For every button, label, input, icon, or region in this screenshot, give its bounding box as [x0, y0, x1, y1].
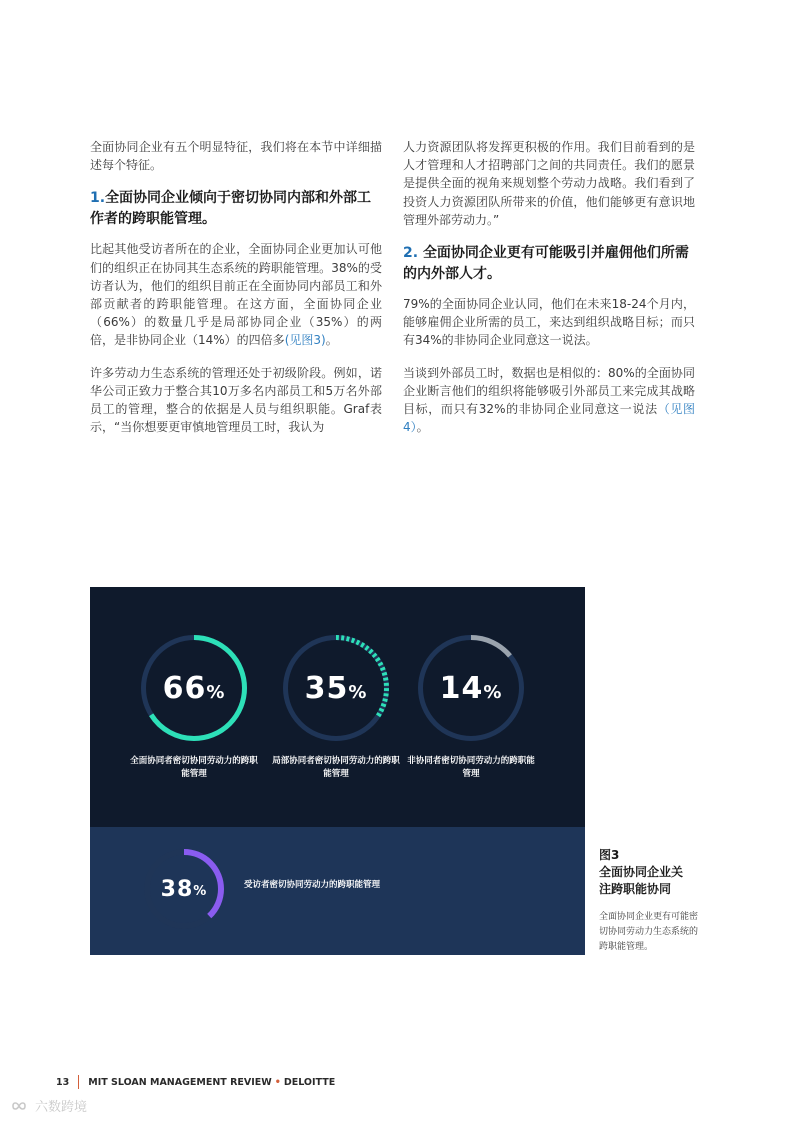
ring-caption: 非协同者密切协同劳动力的跨职能管理 [407, 756, 535, 779]
ring-chart-partial [282, 634, 390, 742]
ring-value: 38 % [160, 876, 208, 902]
heading-text: 全面协同企业倾向于密切协同内部和外部工作者的跨职能管理。 [90, 190, 372, 228]
infinity-logo-icon [8, 1099, 30, 1113]
body-paragraph [403, 364, 695, 437]
figure-title: 全面协同企业关注跨职能协同 [599, 865, 684, 896]
left-column [90, 138, 382, 450]
heading-number: 2. [403, 245, 419, 262]
footer-divider [78, 1075, 79, 1089]
body-paragraph: 人力资源团队将发挥更积极的作用。我们目前看到的是人才管理和人才招聘部门之间的共同责任。我们的愿景是提供全面的视角来规划整个劳动力战略。我们看到了投资人力资源团队所带来的价值，他们能够更有意识地管理外部劳动力。” [403, 140, 695, 227]
page-footer [56, 1075, 335, 1089]
ring-chart-none [417, 634, 525, 742]
body-paragraph [90, 240, 382, 349]
ring-caption: 受访者密切协同劳动力的跨职能管理 [244, 880, 381, 890]
figure-description: 全面协同企业更有可能密切协同劳动力生态系统的跨职能管理。 [599, 912, 699, 952]
figure-label: 图3 [599, 848, 620, 862]
watermark-text: 六数跨境 [35, 1100, 88, 1115]
ring-chart-overall [143, 848, 225, 930]
paragraph-text: 当谈到外部员工时，数据也是相似的：80%的全面协同企业断言他们的组织将能够吸引外部员工来完成其战略目标，而只有32%的非协同企业同意这一说法 [403, 365, 695, 417]
figure-top-panel [90, 587, 585, 827]
partner-name: DELOITTE [283, 1076, 336, 1088]
ring-caption: 局部协同者密切协同劳动力的跨职能管理 [272, 756, 400, 779]
ring-chart-full [140, 634, 248, 742]
footer-dot: • [274, 1076, 281, 1088]
paragraph-end: 。 [416, 420, 429, 435]
page-number: 13 [56, 1076, 70, 1088]
watermark [8, 1096, 87, 1115]
section-heading-1 [90, 188, 382, 230]
figure-3 [90, 587, 585, 955]
body-paragraph: 许多劳动力生态系统的管理还处于初级阶段。例如，诺华公司正致力于整合其10万多名内部员工和5万名外部员工的管理，整合的依据是人员与组织职能。Graf表示，“当你想要更审慎地管理员工时，我认为 [90, 365, 382, 435]
paragraph-text: 比起其他受访者所在的企业，全面协同企业更加认可他们的组织正在协同其生态系统的跨职能管理。38%的受访者认为，他们的组织目前正在全面协同内部员工和外部贡献者的跨职能管理。在这方面，全面协同企业（66%）的数量几乎是局部协同企业（35%）的两倍，是非协同企业（14%）的四倍多 [90, 242, 382, 348]
figure-bottom-panel [90, 827, 585, 955]
ring-value: 66 % [162, 670, 226, 706]
ring-value: 35 % [304, 670, 368, 706]
heading-number: 1. [90, 190, 106, 207]
paragraph-end: 。 [325, 333, 338, 348]
figure-reference-link[interactable]: (见图3) [284, 333, 326, 348]
figure-caption-block [599, 847, 709, 955]
publication-name: MIT SLOAN MANAGEMENT REVIEW [88, 1076, 272, 1088]
heading-text: 全面协同企业更有可能吸引并雇佣他们所需的内外部人才。 [403, 245, 689, 283]
ring-value: 14 % [439, 670, 503, 706]
body-paragraph: 79%的全面协同企业认同，他们在未来18-24个月内，能够雇佣企业所需的员工，来达到组织战略目标；而只有34%的非协同企业同意这一说法。 [403, 297, 695, 348]
intro-paragraph: 全面协同企业有五个明显特征，我们将在本节中详细描述每个特征。 [90, 140, 382, 173]
figure-reference-link[interactable]: （见图4） [403, 402, 695, 435]
right-column [403, 138, 695, 450]
section-heading-2 [403, 243, 695, 285]
ring-caption: 全面协同者密切协同劳动力的跨职能管理 [130, 756, 258, 779]
